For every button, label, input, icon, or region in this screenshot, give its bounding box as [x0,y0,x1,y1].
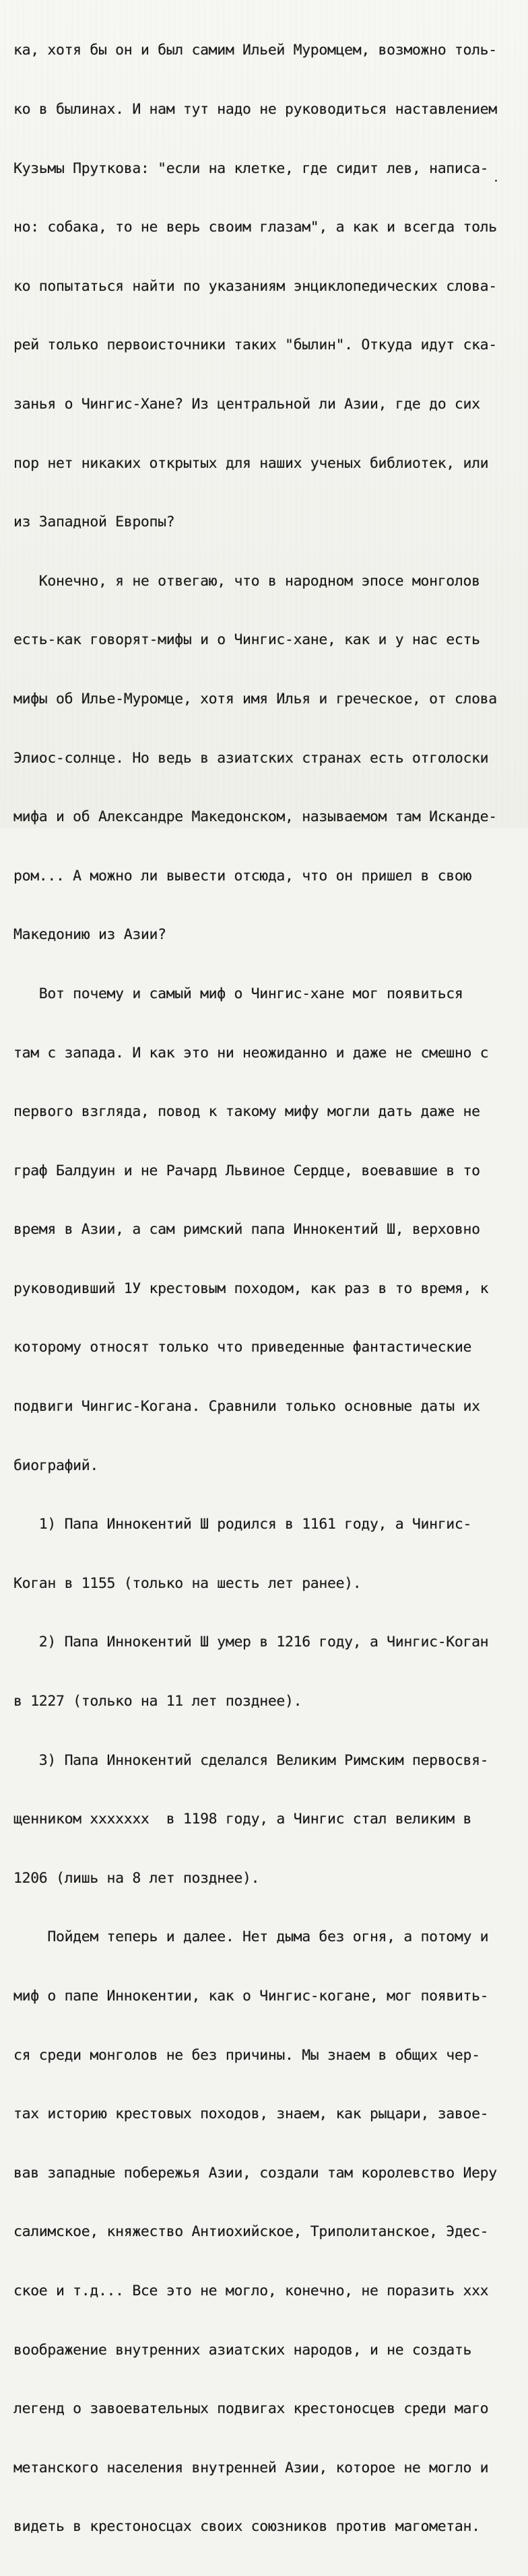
text-line: метанского населения внутренней Азии, которое не могло и [13,2459,489,2476]
text-line: щенником ххххххх в 1198 году, а Чингис стал великим в [13,1811,472,1828]
text-line: рей только первоисточники таких "былин". Откуда идут ска- [13,337,497,354]
text-line: салимское, княжество Антиохийское, Триполитанское, Эдес- [13,2223,489,2241]
text-line: но: собака, то не верь своим глазам", а как и всегда толь [13,219,497,236]
text-line: ка, хотя бы он и был самим Ильей Муромцем, возможно толь- [13,42,497,59]
text-line: время в Азии, а сам римский папа Иннокентий Ш, верховно [13,1221,480,1239]
text-line: ское и т.д... Все это не могло, конечно, не поразить ххх [13,2282,489,2299]
text-line: ром... А можно ли вывести отсюда, что он пришел в свою [13,867,472,884]
text-line: вав западные побережья Азии, создали там королевство Иеру [13,2164,497,2182]
paper-speck [495,180,497,182]
text-line: ся среди монголов не без причины. Мы знаем в общих чер- [13,2046,480,2064]
text-line: граф Балдуин и не Рачард Львиное Сердце, воевавшие в то [13,1162,480,1179]
text-line: видеть в крестоносцах своих союзников против магометан. [13,2518,480,2536]
text-line: воображение внутренних азиатских народов, и не создать [13,2341,472,2359]
text-line: Коган в 1155 (только на шесть лет ранее). [13,1574,362,1592]
text-line: подвиги Чингис-Когана. Сравнили только основные даты их [13,1398,480,1416]
text-line: тах историю крестовых походов, знаем, как рыцари, завое- [13,2105,489,2123]
text-line: первого взгляда, повод к такому мифу могли дать даже не [13,1103,480,1121]
text-line: 1) Папа Иннокентий Ш родился в 1161 году, а Чингис- [13,1516,472,1533]
text-line: Македонию из Азии? [13,926,166,944]
text-line: из Западной Европы? [13,514,175,531]
text-line: ко попытаться найти по указаниям энциклопедических слова- [13,277,497,295]
text-line: легенд о завоевательных подвигах крестоносцев среди маго [13,2400,489,2418]
text-line: пор нет никаких открытых для наших ученых библиотек, или [13,454,489,472]
text-line: миф о папе Иннокентии, как о Чингис-когане, мог появить- [13,1988,489,2005]
text-line: биографий. [13,1457,98,1474]
text-line: в 1227 (только на 11 лет позднее). [13,1693,302,1710]
text-line: мифа и об Александре Македонском, называемом там Исканде- [13,808,497,826]
typewritten-text-block [13,1,525,2576]
text-line: которому относят только что приведенные фантастические [13,1339,472,1356]
text-line: Вот почему и самый миф о Чингис-хане мог появиться [13,985,463,1002]
text-line: 2) Папа Иннокентий Ш умер в 1216 году, а Чингис-Коган [13,1634,489,1651]
text-line: Элиос-солнце. Но ведь в азиатских странах есть отголоски [13,749,489,767]
text-line: руководивший 1У крестовым походом, как раз в то время, к [13,1280,489,1297]
text-line: Пойдем теперь и далее. Нет дыма без огня, а потому и [13,1928,489,1946]
text-line: Конечно, я не отвегаю, что в народном эпосе монголов [13,572,480,590]
text-line: там с запада. И как это ни неожиданно и даже не смешно с [13,1044,489,1061]
text-line: мифы об Илье-Муромце, хотя имя Илья и греческое, от слова [13,690,497,707]
text-line: есть-как говорят-мифы и о Чингис-хане, как и у нас есть [13,631,480,649]
text-line: ко в былинах. И нам тут надо не руководиться наставлением [13,101,497,118]
text-line: 1206 (лишь на 8 лет позднее). [13,1869,260,1887]
text-line: занья о Чингис-Хане? Из центральной ли Азии, где до сих [13,395,480,413]
text-line: 3) Папа Иннокентий сделался Великим Римским первосвя- [13,1751,489,1769]
text-line: Кузьмы Пруткова: "если на клетке, где сидит лев, написа- [13,160,489,177]
